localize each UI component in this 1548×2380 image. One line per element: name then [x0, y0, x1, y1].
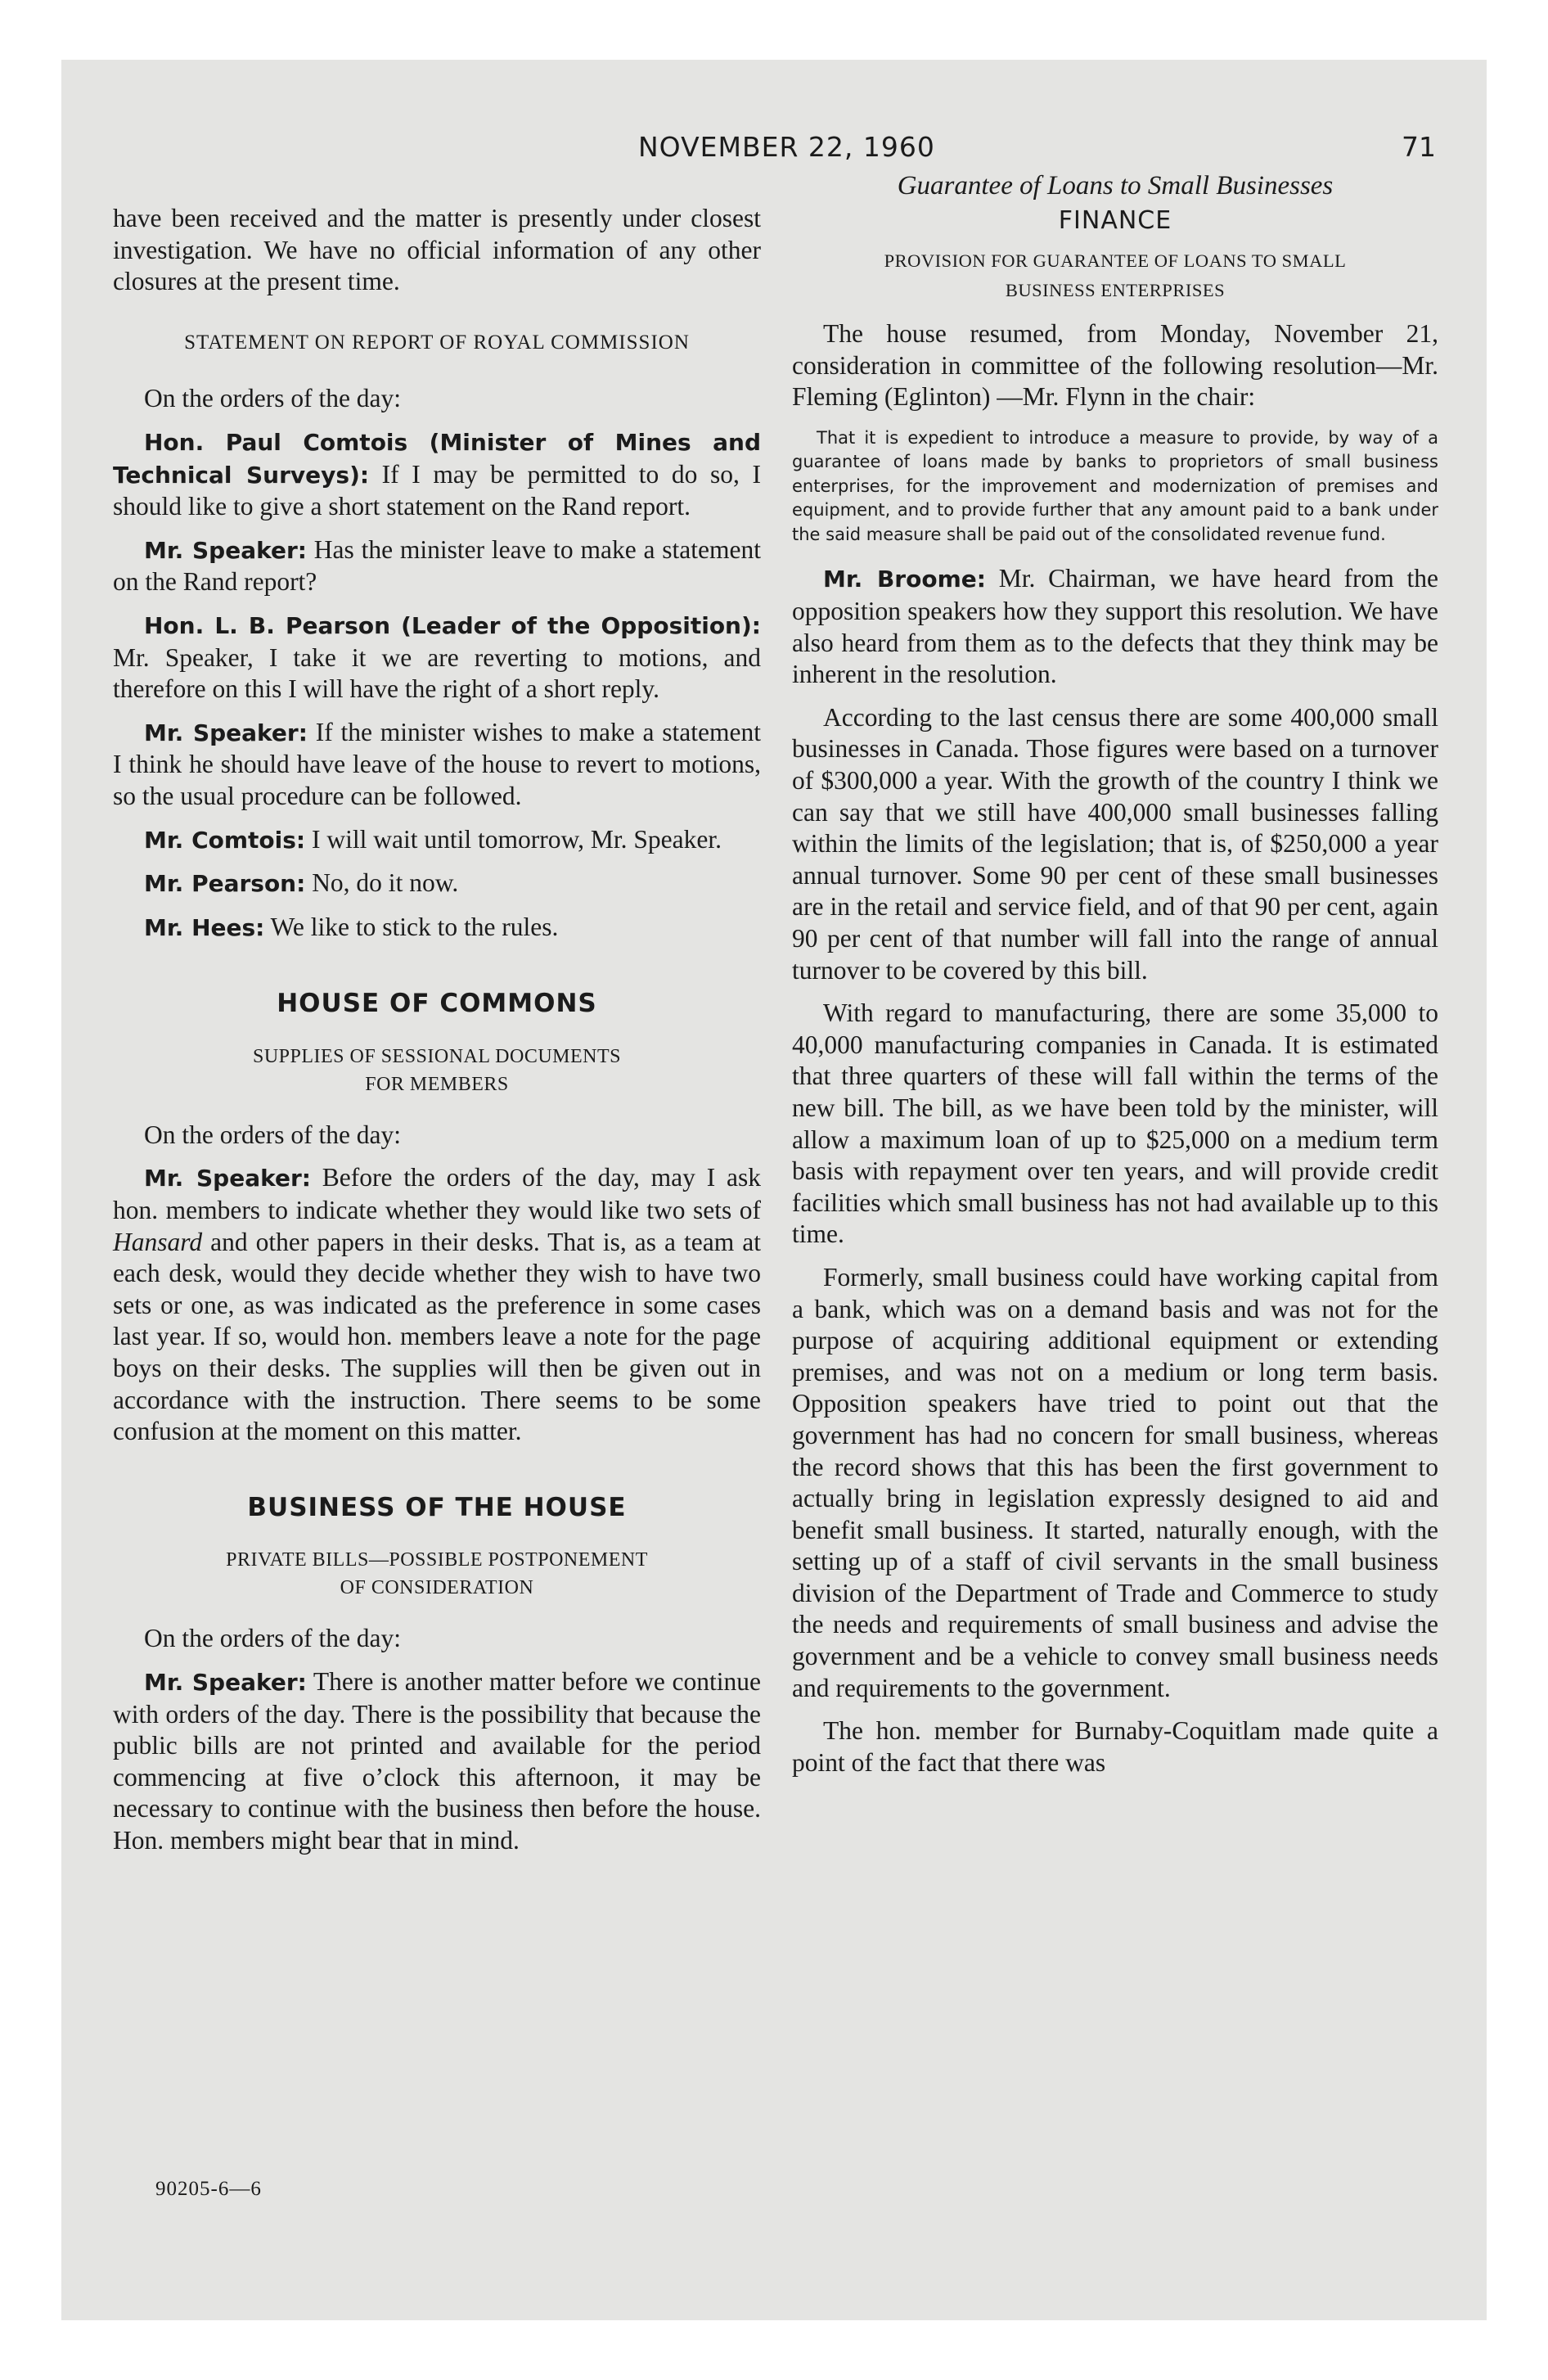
- speech-text: Before the orders of the day, may I ask hon. members to indicate whether they would like two sets of: [113, 1163, 761, 1225]
- subheading-line: FOR MEMBERS: [365, 1073, 509, 1095]
- subheading-line: BUSINESS ENTERPRISES: [1005, 280, 1226, 301]
- speaker-name: Mr. Hees:: [144, 913, 265, 941]
- speech-text: We like to stick to the rules.: [264, 912, 559, 941]
- speech-paragraph: [113, 717, 761, 813]
- section-heading: HOUSE OF COMMONS: [277, 989, 597, 1019]
- speech-text: Mr. Chairman, we have heard from the opposition speakers how they support this resolution. We have also heard from them as to the defects that they think may be inherent in the resolution.: [792, 564, 1438, 689]
- subheading-line: PRIVATE BILLS—POSSIBLE POSTPONEMENT: [226, 1549, 648, 1571]
- page-date-header: NOVEMBER 22, 1960: [638, 131, 935, 163]
- speech-paragraph: [113, 1162, 761, 1447]
- paragraph: On the orders of the day:: [144, 384, 402, 413]
- speech-text: and other papers in their desks. That is, as a team at each desk, would they decide whether they wish to have two sets or one, as was indicated as the preference in some cases last year. If so, would hon. members leave a note for the page boys on their desks. The supplies will then be given out in accordance with the instruction. There seems to be some confusion at the moment on this matter.: [113, 1227, 761, 1446]
- speech-paragraph: [113, 610, 761, 705]
- section-subheading: [792, 246, 1438, 305]
- speech-paragraph: [113, 868, 761, 900]
- paragraph: According to the last census there are some 400,000 small businesses in Canada. Those figures were based on a turnover of $300,000 a year. With the growth of the country I think we can say that we still have 400,000 small businesses falling within the limits of the legislation; that is, of $250,000 a year annual turnover. Some 90 per cent of these small businesses are in the retail and service field, and of that 90 per cent, again 90 per cent of that number will fall into the range of annual turnover to be covered by this bill.: [792, 702, 1438, 985]
- section-subheading: [113, 1546, 761, 1602]
- speaker-name: Hon. L. B. Pearson (Leader of the Opposition):: [144, 611, 761, 639]
- speaker-name: Mr. Broome:: [823, 566, 986, 593]
- speech-paragraph: [113, 824, 761, 857]
- paragraph: The house resumed, from Monday, November 21, consideration in committee of the following resolution—Mr. Fleming (Eglinton) —Mr. Flynn in the chair:: [792, 319, 1438, 412]
- resolution-text: That it is expedient to introduce a measure to provide, by way of a guarantee of loans made by banks to proprietors of small business enterprises, for the improvement and modernization of premises and equipment, and to provide further that any amount paid to a bank under the said measure shall be paid out of the consolidated revenue fund.: [792, 427, 1438, 544]
- page-number: 71: [1402, 131, 1436, 163]
- paragraph: Formerly, small business could have working capital from a bank, which was on a demand basis and was not for the purpose of acquiring additional equipment or extending premises, and was not on a medium or long term basis. Opposition speakers have tried to point out that the government has had no concern for small business, whereas the record shows that this has been the first government to actually bring in legislation expressly designed to aid and benefit small business. It started, naturally enough, with the setting up of a staff of civil servants in the small business division of the Department of Trade and Commerce to study the needs and requirements of small business and advise the government and be a vehicle to convey small business needs and requirements to the government.: [792, 1262, 1438, 1702]
- speech-text: If the minister wishes to make a statement I think he should have leave of the house to revert to motions, so the usual procedure can be followed.: [113, 717, 761, 810]
- speaker-name: Mr. Speaker:: [144, 1669, 307, 1696]
- speech-paragraph: [113, 534, 761, 598]
- speaker-name: Mr. Comtois:: [144, 826, 306, 854]
- print-code: 90205-6—6: [155, 2178, 262, 2200]
- paragraph: The hon. member for Burnaby-Coquitlam made quite a point of the fact that there was: [792, 1716, 1438, 1777]
- speech-paragraph: [113, 426, 761, 523]
- section-subheading: [113, 1043, 761, 1098]
- speech-text: Mr. Speaker, I take it we are reverting to motions, and therefore on this I will have the right of a short reply.: [113, 642, 761, 704]
- speaker-name: Mr. Speaker:: [144, 719, 308, 746]
- speaker-name: Mr. Speaker:: [144, 536, 307, 564]
- paragraph: have been received and the matter is presently under closest investigation. We have no official information of any other closures at the present time.: [113, 204, 761, 296]
- speech-paragraph: [113, 912, 761, 944]
- paragraph: On the orders of the day:: [144, 1120, 402, 1149]
- section-heading: BUSINESS OF THE HOUSE: [247, 1492, 627, 1522]
- subheading-line: SUPPLIES OF SESSIONAL DOCUMENTS: [252, 1045, 622, 1067]
- speaker-name: Mr. Speaker:: [144, 1165, 311, 1192]
- section-subheading: STATEMENT ON REPORT OF ROYAL COMMISSION: [184, 331, 690, 354]
- speech-text: If I may be permitted to do so, I should like to give a short statement on the Rand report.: [113, 459, 761, 521]
- speaker-name: Mr. Pearson:: [144, 870, 306, 898]
- speech-paragraph: [113, 1666, 761, 1857]
- speech-paragraph: [792, 563, 1438, 690]
- speech-text: There is another matter before we continue with orders of the day. There is the possibility that because the public bills are not printed and available for the period commencing at five o’clock this afternoon, it may be necessary to continue with the business then before the house. Hon. members might bear that in mind.: [113, 1667, 761, 1855]
- section-heading: FINANCE: [1058, 205, 1172, 235]
- paragraph: With regard to manufacturing, there are some 35,000 to 40,000 manufacturing companies in Canada. It is estimated that three quarters of these will fall within the terms of the new bill. The bill, as we have been told by the minister, will allow a maximum loan of up to $25,000 on a medium term basis with repayment over ten years, and will provide credit facilities which small business has not had available up to this time.: [792, 998, 1438, 1249]
- speech-text: I will wait until tomorrow, Mr. Speaker.: [305, 824, 722, 854]
- speech-text: No, do it now.: [305, 868, 459, 898]
- speech-text: Has the minister leave to make a statement on the Rand report?: [113, 534, 761, 597]
- speaker-name: Hon. Paul Comtois (Minister of Mines and Technical Surveys):: [113, 428, 761, 489]
- left-column: [113, 203, 761, 1857]
- subheading-line: PROVISION FOR GUARANTEE OF LOANS TO SMALL: [884, 250, 1347, 272]
- right-column: [792, 170, 1438, 1778]
- paragraph: On the orders of the day:: [144, 1624, 402, 1653]
- italic-title: Hansard: [113, 1227, 203, 1256]
- subheading-line: OF CONSIDERATION: [340, 1577, 534, 1599]
- running-title: Guarantee of Loans to Small Businesses: [897, 171, 1334, 201]
